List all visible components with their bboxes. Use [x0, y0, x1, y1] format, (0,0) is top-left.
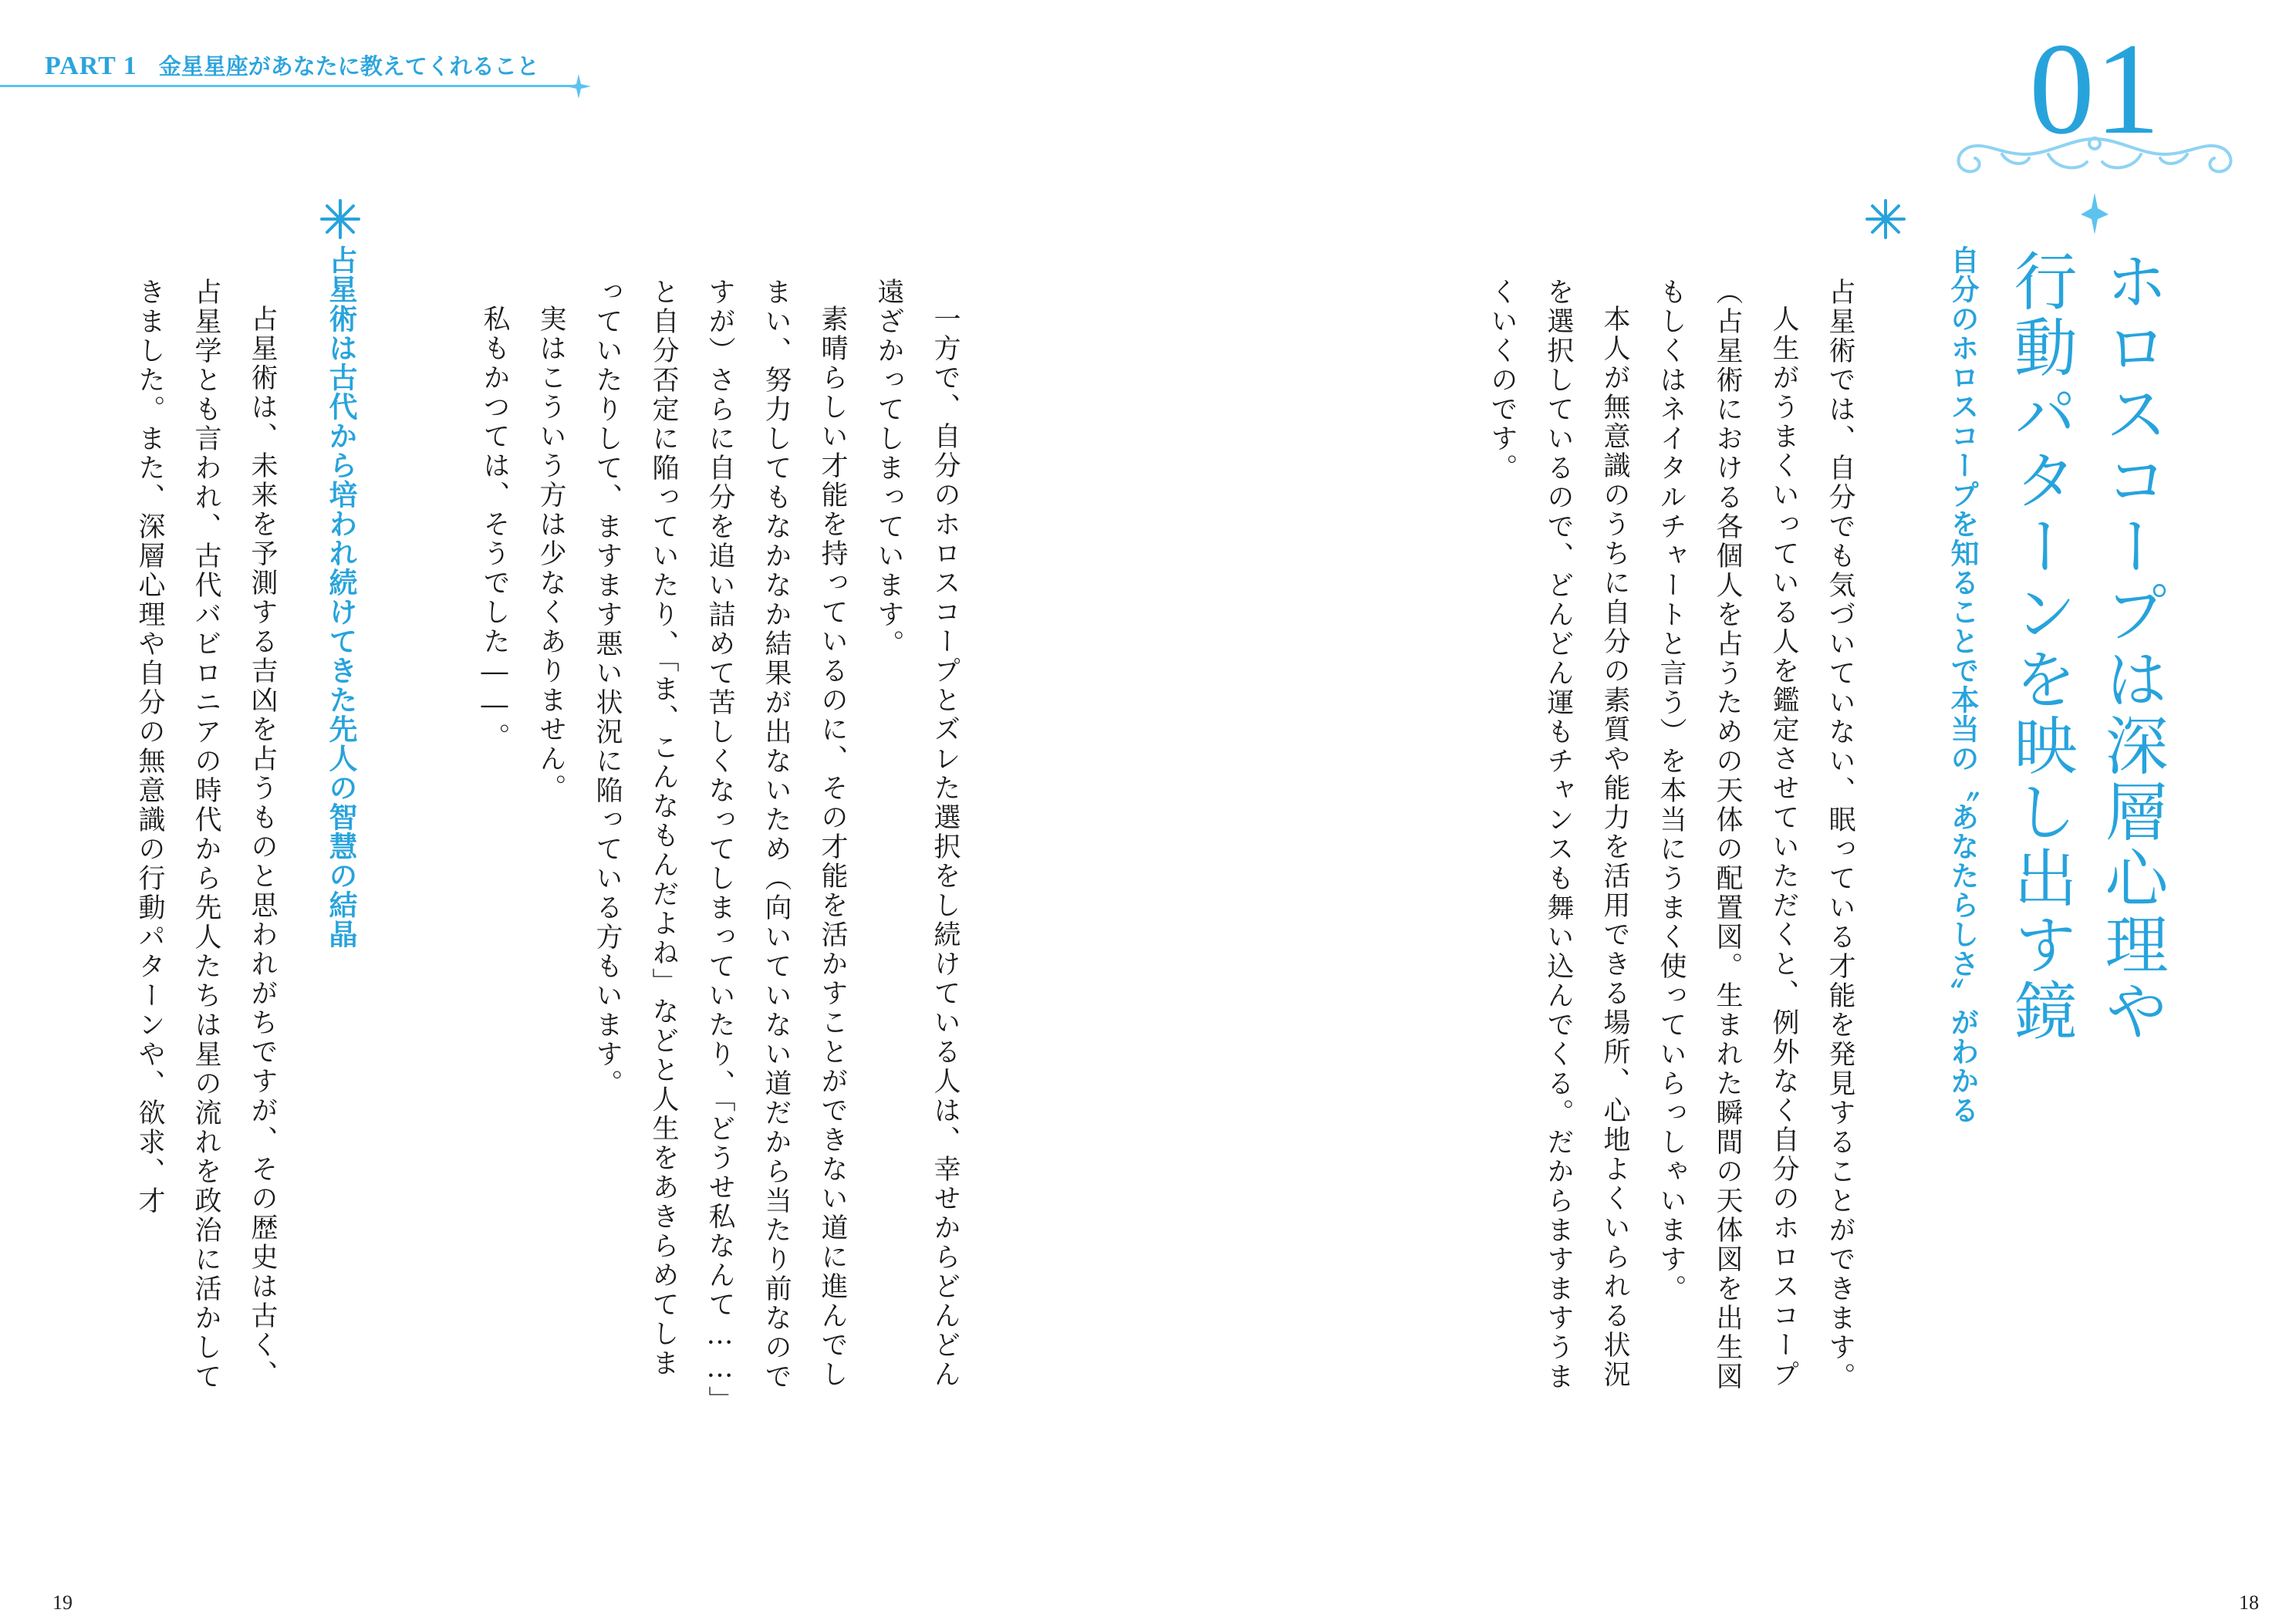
left-page-body-2 — [121, 278, 290, 1404]
chapter-title-line2: 行動パターンを映し出す鏡 — [2004, 248, 2077, 1044]
paragraph: 私もかつては、そうでした――。 — [479, 305, 510, 752]
page-number-right: 18 — [2239, 1591, 2259, 1614]
chapter-title-line1: ホロスコープは深層心理や — [2095, 248, 2168, 1044]
paragraph: 素晴らしい才能を持っているのに、その才能を活かすことができない道に進んでしまい、努力してもなかなか結果が出ないため（向いていない道だから当たり前なのですが）さらに自分を追い詰めて苦しくなってしまっていたり、「どうせ私なんて……」と自分否定に陥っていたり、「ま、こんなもんだよね」などと人生をあきらめてしまっていたりして、ますます悪い状況に陥っている方もいます。 — [592, 278, 848, 1402]
header-rule — [0, 85, 575, 87]
diamond-star-icon — [565, 73, 593, 100]
flourish-ornament — [1933, 123, 2257, 239]
running-header — [45, 49, 539, 83]
section-heading-right: 自分のホロスコープを知ることで本当の〝あなたらしさ〟がわかる — [1946, 245, 1979, 1125]
right-page-body — [1474, 278, 1868, 1404]
left-page-body — [466, 278, 973, 1404]
section-heading-left: 占星術は古代から培われ続けてきた先人の智慧の結晶 — [324, 245, 357, 949]
sparkle-icon — [320, 199, 360, 239]
paragraph: 占星術では、自分でも気づいていない、眠っている才能を発見することができます。 — [1825, 278, 1855, 1392]
chapter-number: 01 — [2029, 16, 2160, 161]
sparkle-icon — [1866, 199, 1906, 239]
part-label: PART 1 — [45, 52, 137, 80]
chapter-title — [1994, 248, 2176, 1081]
part-title: 金星星座があなたに教えてくれること — [158, 53, 539, 79]
paragraph: 一方で、自分のホロスコープとズレた選択をし続けている人は、幸せからどんどん遠ざかってしまっています。 — [873, 278, 961, 1389]
paragraph: 人生がうまくいっている人を鑑定させていただくと、例外なく自分のホロスコープ（占星術における各個人を占うための天体の配置図。生まれた瞬間の天体図を出生図もしくはネイタルチャートと言う）を本当にうまく使っていらっしゃいます。 — [1656, 278, 1799, 1392]
paragraph: 占星術は、未来を予測する吉凶を占うものと思われがちですが、その歴史は古く、占星学とも言われ、古代バビロニアの時代から先人たちは星の流れを政治に活かしてきました。また、深層心理や自分の無意識の行動パターンや、欲求、才 — [134, 278, 278, 1392]
paragraph: 実はこういう方は少なくありません。 — [535, 305, 566, 803]
page-number-left: 19 — [52, 1591, 73, 1614]
paragraph: 本人が無意識のうちに自分の素質や能力を活用できる場所、心地よくいられる状況を選択しているので、どんどん運もチャンスも舞い込んでくる。だからますますうまくいくのです。 — [1487, 278, 1630, 1392]
